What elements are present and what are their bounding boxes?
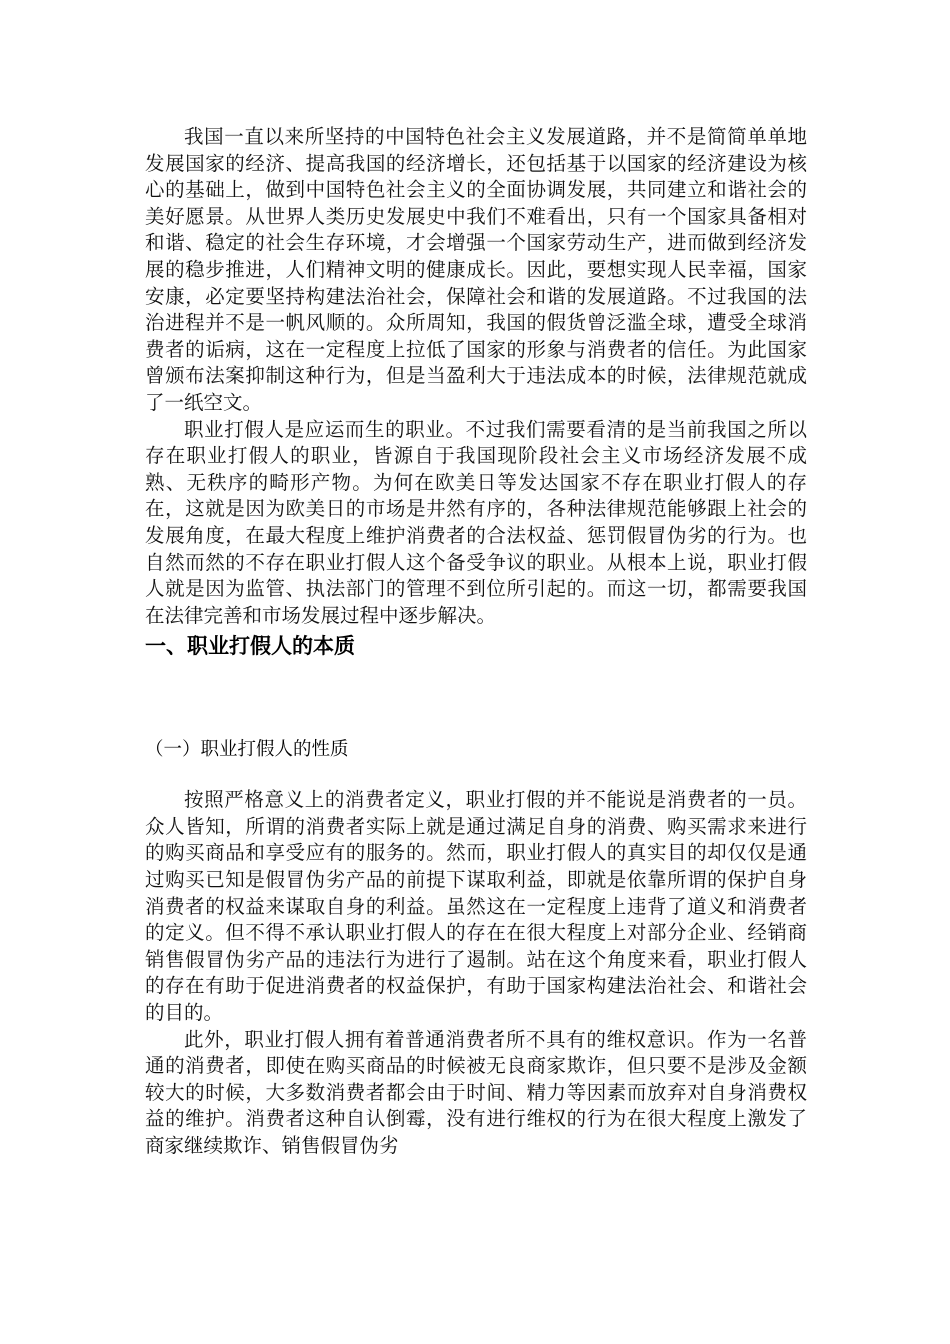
body-paragraph: 按照严格意义上的消费者定义，职业打假的并不能说是消费者的一员。众人皆知，所谓的消费者实际上就是通过满足自身的消费、购买需求来进行的购买商品和享受应有的服务的。然而，职业打假人的真实目的却仅仅是通过购买已知是假冒伪劣产品的前提下谋取利益，即就是依靠所谓的保护自身消费者的权益来谋取自身的利益。虽然这在一定程度上违背了道义和消费者的定义。但不得不承认职业打假人的存在在很大程度上对部分企业、经销商销售假冒伪劣产品的违法行为进行了遏制。站在这个角度来看，职业打假人的存在有助于促进消费者的权益保护，有助于国家构建法治社会、和谐社会的目的。 (145, 788, 807, 1025)
document-page (145, 124, 807, 1160)
body-paragraph: 职业打假人是应运而生的职业。不过我们需要看清的是当前我国之所以存在职业打假人的职业，皆源自于我国现阶段社会主义市场经济发展不成熟、无秩序的畸形产物。为何在欧美日等发达国家不存在职业打假人的存在，这就是因为欧美日的市场是井然有序的，各种法律规范能够跟上社会的发展角度，在最大程度上维护消费者的合法权益、惩罚假冒伪劣的行为。也自然而然的不存在职业打假人这个备受争议的职业。从根本上说，职业打假人就是因为监管、执法部门的管理不到位所引起的。而这一切，都需要我国在法律完善和市场发展过程中逐步解决。 (145, 417, 807, 627)
section-heading: 一、职业打假人的本质 (145, 634, 355, 659)
body-paragraph: 此外，职业打假人拥有着普通消费者所不具有的维权意识。作为一名普通的消费者，即使在购买商品的时候被无良商家欺诈，但只要不是涉及金额较大的时候，大多数消费者都会由于时间、精力等因素而放弃对自身消费权益的维护。消费者这种自认倒霉，没有进行维权的行为在很大程度上激发了商家继续欺诈、销售假冒伪劣 (145, 1027, 807, 1157)
body-paragraph: 我国一直以来所坚持的中国特色社会主义发展道路，并不是简简单单地发展国家的经济、提高我国的经济增长，还包括基于以国家的经济建设为核心的基础上，做到中国特色社会主义的全面协调发展，共同建立和谐社会的美好愿景。从世界人类历史发展史中我们不难看出，只有一个国家具备相对和谐、稳定的社会生存环境，才会增强一个国家劳动生产，进而做到经济发展的稳步推进，人们精神文明的健康成长。因此，要想实现人民幸福，国家安康，必定要坚持构建法治社会，保障社会和谐的发展道路。不过我国的法治进程并不是一帆风顺的。众所周知，我国的假货曾泛滥全球，遭受全球消费者的诟病，这在一定程度上拉低了国家的形象与消费者的信任。为此国家曾颁布法案抑制这种行为，但是当盈利大于违法成本的时候，法律规范就成了一纸空文。 (145, 125, 807, 414)
spacer (145, 763, 807, 787)
subsection-heading: （一）职业打假人的性质 (145, 739, 349, 761)
